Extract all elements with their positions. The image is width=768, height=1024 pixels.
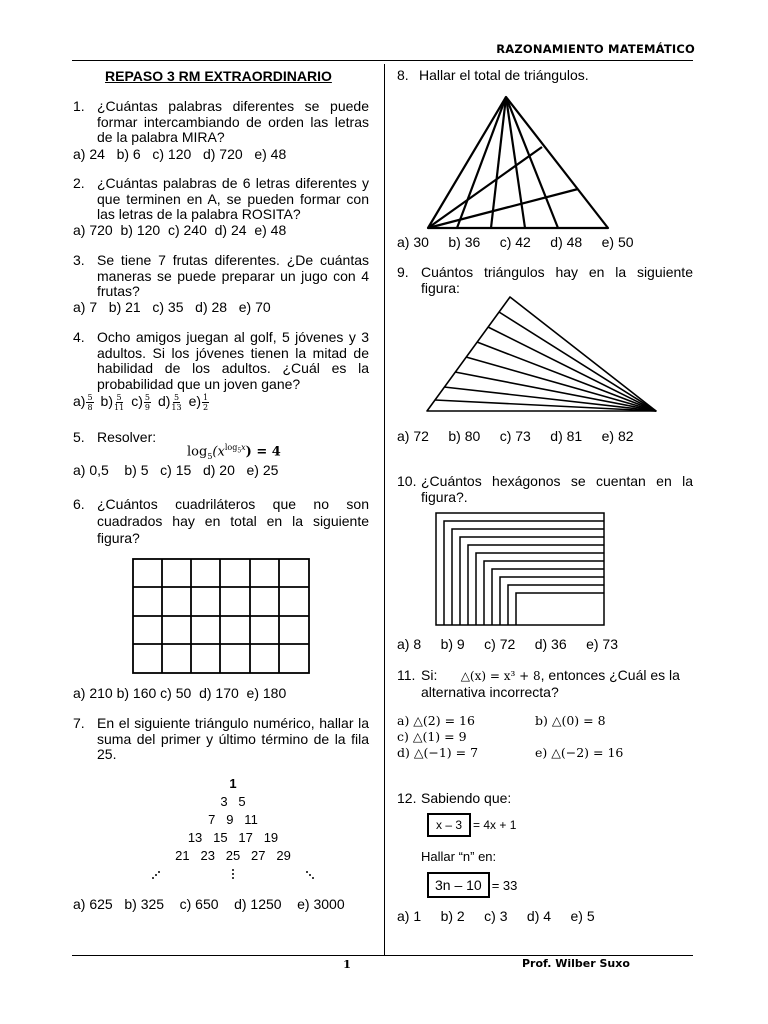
question-continuation: , entonces ¿Cuál es la alternativa incorrecta? <box>421 667 680 700</box>
denominator: 9 <box>144 403 150 412</box>
continuation-dots <box>145 865 320 881</box>
numerator: 5 <box>173 393 180 402</box>
question-text: Sabiendo que: <box>421 790 512 806</box>
option-b <box>101 393 126 412</box>
question-text: ¿Cuántas palabras diferentes se puede formar intercambiando de orden las letras de la palabra MIRA? <box>97 98 369 145</box>
exp-log: log <box>224 443 238 452</box>
answers-8: a) 30 b) 36 c) 42 d) 48 e) 50 <box>397 234 634 250</box>
denominator: 13 <box>171 403 182 412</box>
question-number: 2. <box>73 175 85 191</box>
question-number: 9. <box>397 264 409 280</box>
answers-1: a) 24 b) 6 c) 120 d) 720 e) 48 <box>73 146 287 162</box>
question-number: 6. <box>73 496 85 512</box>
option-label: e) <box>188 393 202 410</box>
triangle-figure-9 <box>425 294 659 414</box>
box-rhs: = 4x + 1 <box>473 818 517 832</box>
fraction <box>86 393 93 412</box>
option-d <box>158 393 183 412</box>
equation-rhs: ) = 4 <box>245 444 281 460</box>
triangle-row-3: 7 9 11 <box>208 812 258 827</box>
answers-2: a) 720 b) 120 c) 240 d) 24 e) 48 <box>73 222 287 238</box>
function-definition: △(x) = x³ + 8 <box>460 669 541 683</box>
exp-base: 5 <box>237 447 242 455</box>
question-text: Hallar el total de triángulos. <box>419 67 589 83</box>
option-e <box>189 393 211 412</box>
log-argument: (x <box>212 444 225 460</box>
question-number: 4. <box>73 329 85 345</box>
footer-rule <box>72 955 693 956</box>
grid-figure <box>131 557 311 675</box>
author-footer: Prof. Wilber Suxo <box>522 957 630 970</box>
triangle-row-5: 21 23 25 27 29 <box>175 848 291 863</box>
triangle-row-2: 3 5 <box>220 794 246 809</box>
numerator: 1 <box>203 393 209 402</box>
question-text: Resolver: <box>97 429 157 445</box>
answers-4 <box>73 393 210 412</box>
question-number: 11. <box>397 667 416 683</box>
triangle-row-4: 13 15 17 19 <box>187 830 279 845</box>
question-text: ¿Cuántos hexágonos se cuentan en la figura?. <box>421 473 693 505</box>
numerator: 5 <box>87 393 93 402</box>
denominator: 8 <box>87 403 93 412</box>
question-number: 10. <box>397 473 417 489</box>
log-base: 5 <box>207 451 213 461</box>
option-label: b) <box>100 393 113 410</box>
question-number: 12. <box>397 790 417 806</box>
header-rule <box>72 60 693 61</box>
numerator: 5 <box>144 393 150 402</box>
option-11e: e) △(−2) = 16 <box>535 745 624 760</box>
answers-9: a) 72 b) 80 c) 73 d) 81 e) 82 <box>397 428 634 444</box>
answers-10: a) 8 b) 9 c) 72 d) 36 e) 73 <box>397 636 618 652</box>
fraction <box>114 393 124 412</box>
option-11b: b) △(0) = 8 <box>535 713 606 728</box>
question-text: Cuántos triángulos hay en la siguiente figura: <box>421 264 693 296</box>
answers-6: a) 210 b) 160 c) 50 d) 170 e) 180 <box>73 685 287 701</box>
option-11c: c) △(1) = 9 <box>397 729 467 744</box>
operator-box-1 <box>427 813 516 837</box>
box-operand: x – 3 <box>427 813 471 837</box>
answers-12: a) 1 b) 2 c) 3 d) 4 e) 5 <box>397 908 595 924</box>
question-number: 3. <box>73 252 85 268</box>
question-text <box>421 668 693 700</box>
hexagon-figure <box>434 511 606 627</box>
option-11d: d) △(−1) = 7 <box>397 745 479 760</box>
fraction <box>171 393 181 412</box>
denominator: 11 <box>114 403 125 412</box>
si-label: Si: <box>421 667 438 683</box>
hallar-text: Hallar “n” en: <box>421 849 497 864</box>
log-symbol: log <box>187 444 208 460</box>
question-number: 5. <box>73 429 85 445</box>
operator-box-2 <box>427 872 517 898</box>
denominator: 2 <box>203 403 209 412</box>
option-a <box>73 393 95 412</box>
page-number: 1 <box>343 957 352 971</box>
option-label: a) <box>73 393 86 410</box>
numerator: 5 <box>116 393 122 402</box>
option-c <box>131 393 152 412</box>
fraction <box>202 393 209 412</box>
answers-7: a) 625 b) 325 c) 650 d) 1250 e) 3000 <box>73 896 345 912</box>
option-label: c) <box>131 393 143 410</box>
equation-log <box>187 443 281 461</box>
fraction <box>144 393 151 412</box>
answers-3: a) 7 b) 21 c) 35 d) 28 e) 70 <box>73 299 271 315</box>
column-divider <box>384 64 385 955</box>
question-text: ¿Cuántos cuadriláteros que no son cuadrados hay en total en la siguiente figura? <box>97 496 369 546</box>
triangle-row-1: 1 <box>229 776 237 791</box>
question-text: Se tiene 7 frutas diferentes. ¿De cuántas maneras se puede preparar un jugo con 4 frutas? <box>97 252 369 299</box>
question-text: ¿Cuántas palabras de 6 letras diferentes y que terminen en A, se pueden formar con las letras de la palabra ROSITA? <box>97 175 369 222</box>
question-number: 1. <box>73 98 85 114</box>
question-text: Ocho amigos juegan al golf, 5 jóvenes y 3 adultos. Si los jóvenes tienen la mitad de habilidad de los adultos. ¿Cuál es la probabilidad que un joven gane? <box>97 329 369 392</box>
option-label: d) <box>157 393 171 410</box>
box-rhs: = 33 <box>491 877 518 893</box>
triangle-figure-8 <box>425 94 611 232</box>
question-number: 7. <box>73 715 85 731</box>
answers-5: a) 0,5 b) 5 c) 15 d) 20 e) 25 <box>73 462 279 478</box>
question-text: En el siguiente triángulo numérico, hallar la suma del primer y último término de la fila 25. <box>97 715 369 762</box>
option-11a: a) △(2) = 16 <box>397 713 475 728</box>
question-number: 8. <box>397 67 409 83</box>
box-operand: 3n – 10 <box>427 872 490 898</box>
subject-header: RAZONAMIENTO MATEMÁTICO <box>496 42 695 56</box>
page-title: REPASO 3 RM EXTRAORDINARIO <box>105 68 332 84</box>
exp-var: x <box>241 443 246 452</box>
